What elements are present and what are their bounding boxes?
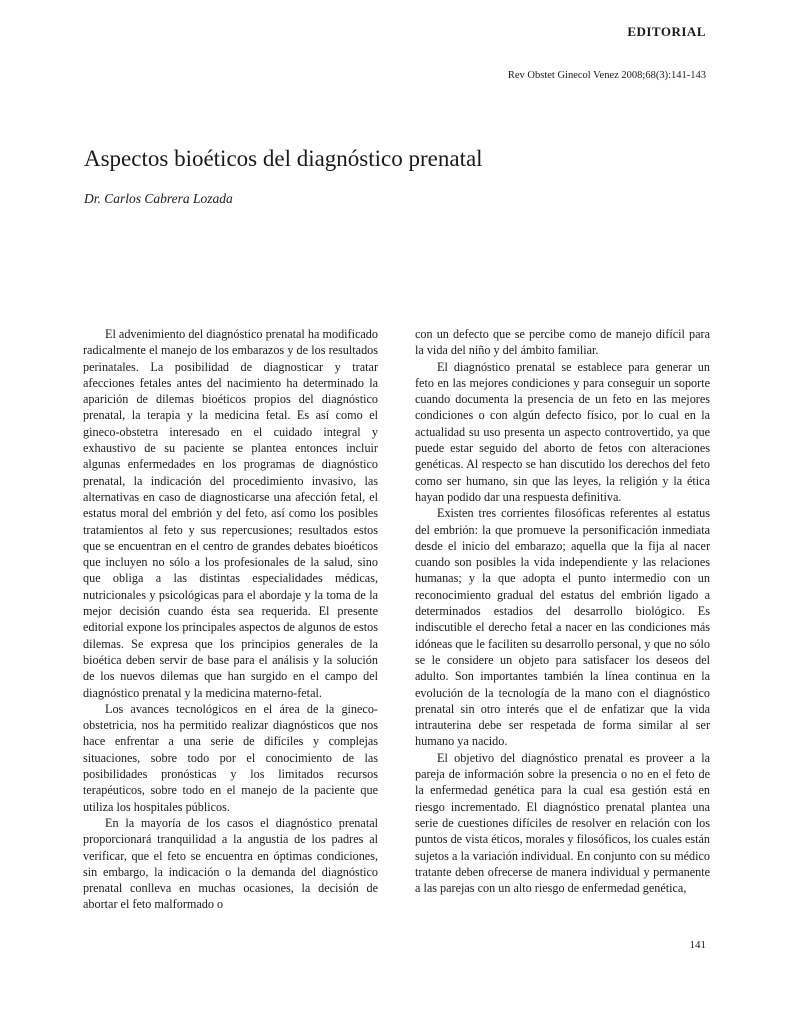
paragraph-continuation: con un defecto que se percibe como de manejo difícil para la vida del niño y del ámbito familiar. <box>415 327 710 358</box>
journal-citation: Rev Obstet Ginecol Venez 2008;68(3):141-143 <box>507 70 706 81</box>
left-column <box>83 326 378 913</box>
paragraph: Los avances tecnológicos en el área de la gineco-obstetricia, nos ha permitido realizar diagnósticos que nos hace enfrentar a una serie de difíciles y complejas situaciones, sobre todo por el conocimiento de las posibilidades pronósticas y los limitados recursos terapéuticos, sobre todo en el manejo de la paciente que utiliza los hospitales públicos. <box>83 701 378 814</box>
article-author: Dr. Carlos Cabrera Lozada <box>84 191 233 206</box>
paragraph: El objetivo del diagnóstico prenatal es proveer a la pareja de información sobre la presencia o no en el feto de la enfermedad genética para la cual esa gestión está en riesgo incrementado. El diagnóstico prenatal plantea una serie de cuestiones difíciles de resolver en relación con los puntos de vista éticos, morales y filosóficos, los cuales están sujetos a la variación individual. En conjunto con su médico tratante deben ofrecerse de manera individual y permanente a las parejas con un alto riesgo de enfermedad genética, <box>415 750 710 896</box>
paragraph: El advenimiento del diagnóstico prenatal ha modificado radicalmente el manejo de los embarazos y de los resultados perinatales. La posibilidad de diagnosticar y tratar afecciones fetales antes del nacimiento ha determinado la aparición de dilemas bioéticos propios del diagnóstico prenatal, la terapia y la medicina fetal. Es así como el gineco-obstetra interesado en el cuidado integral y exhaustivo de su paciente se plantea entonces incluir algunas enfermedades en los programas de diagnóstico prenatal, la indicación del procedimiento invasivo, las alternativas en caso de diagnosticarse una afección fetal, el estatus moral del embrión y del feto, así como los posibles tratamientos al feto y sus repercusiones; resultados estos que se encuentran en el centro de grandes debates bioéticos que incluyen no sólo a los profesionales de la salud, sino que obliga a las distintas especialidades médicas, nutricionales y psicológicas para el abordaje y la toma de la mejor decisión cuando ésta sea requerida. El presente editorial expone los principales aspectos de algunos de estos dilemas. Se expresa que los principios generales de la bioética deben servir de base para el análisis y la solución de los nuevos dilemas que han surgido en el campo del diagnóstico prenatal y la medicina materno-fetal. <box>83 327 378 700</box>
article-title: Aspectos bioéticos del diagnóstico prenatal <box>84 146 483 171</box>
paragraph: Existen tres corrientes filosóficas referentes al estatus del embrión: la que promueve la personificación inmediata desde el inicio del embarazo; aquella que la fija al nacer cuando son posibles la vida independiente y las relaciones humanas; y la que adopta el punto intermedio con un reconocimiento gradual del estatus del embrión ligado a determinados estadios del desarrollo biológico. Es indiscutible el derecho fetal a nacer en las condiciones más idóneas que le faciliten su desarrollo personal, y que no sólo se le considere un objeto para satisfacer los deseos del adulto. Son importantes también la línea continua en la evolución de la tecnología de la mano con el diagnóstico prenatal sin otro interés que el de enfatizar que la vida intrauterina debe ser respetada de forma similar al ser humano ya nacido. <box>415 506 710 749</box>
page-number: 141 <box>689 939 706 951</box>
paragraph: El diagnóstico prenatal se establece para generar un feto en las mejores condiciones y para conseguir un soporte cuando documenta la presencia de un feto en las mejores condiciones o con algún defecto físico, por lo cual en la actualidad su uso presenta un aspecto controvertido, ya que puede estar seguido del aborto de fetos con alteraciones genéticas. Al respecto se han discutido los derechos del feto como ser humano, sin que las leyes, la religión y la ética hayan podido dar una respuesta definitiva. <box>415 359 710 504</box>
paragraph: En la mayoría de los casos el diagnóstico prenatal proporcionará tranquilidad a la angustia de los padres al verificar, que el feto se encuentra en óptimas condiciones, sin embargo, la indicación o la demanda del diagnóstico prenatal conlleva en muchas ocasiones, la decisión de abortar el feto malformado o <box>83 815 378 912</box>
right-column <box>415 326 710 896</box>
section-label: EDITORIAL <box>627 24 706 39</box>
